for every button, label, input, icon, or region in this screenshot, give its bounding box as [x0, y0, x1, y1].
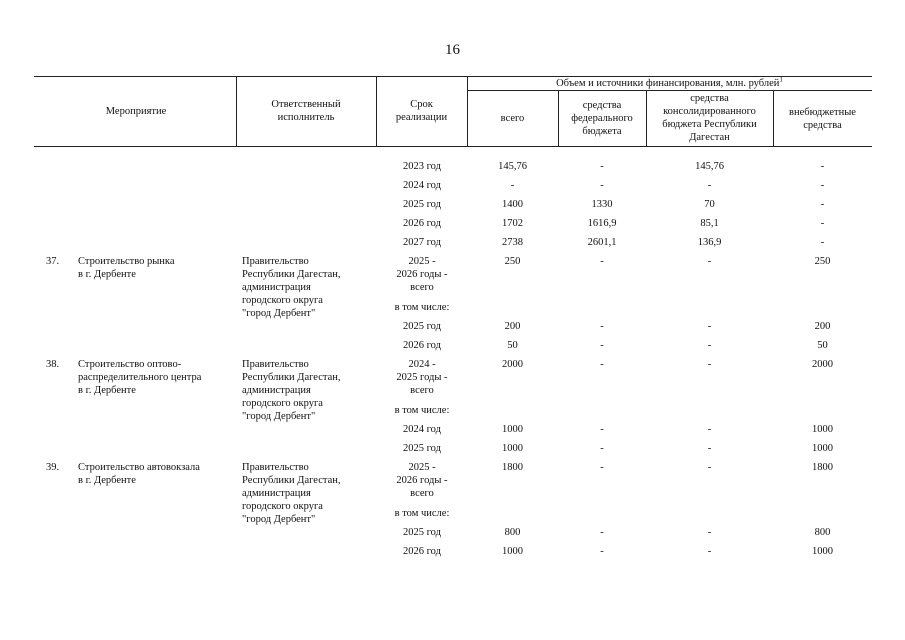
federal-budget-amount: 2601,1 [587, 237, 617, 248]
implementation-period: 2026 год [403, 546, 441, 557]
implementation-period: 2023 год [403, 161, 441, 172]
total-amount: 50 [507, 340, 518, 351]
consolidated-budget-amount: - [707, 256, 712, 267]
federal-budget-amount: - [600, 359, 604, 370]
total-amount: - [510, 180, 515, 191]
total-amount: 2738 [502, 237, 523, 248]
header-responsible: Ответственный исполнитель [271, 99, 341, 123]
extrabudget-amount: - [820, 218, 825, 229]
row-number: 37. [46, 256, 60, 267]
implementation-period: 2025 год [403, 527, 441, 538]
extrabudget-amount: 1000 [812, 546, 833, 557]
total-amount: 145,76 [498, 161, 527, 172]
federal-budget-amount: - [600, 443, 604, 454]
consolidated-budget-amount: - [707, 527, 712, 538]
extrabudget-amount: 1800 [812, 462, 833, 473]
total-amount: 1400 [502, 199, 523, 210]
total-amount: 800 [504, 527, 521, 538]
extrabudget-amount: - [820, 180, 825, 191]
consolidated-budget-amount: - [707, 546, 712, 557]
consolidated-budget-amount: - [707, 462, 712, 473]
federal-budget-amount: 1616,9 [587, 218, 617, 229]
federal-budget-amount: - [600, 180, 604, 191]
responsible-executor: Правительство Республики Дагестан, администрация городского округа "город Дербент" [242, 462, 341, 525]
implementation-period: 2024 год [403, 180, 441, 191]
implementation-period: 2024 год [403, 424, 441, 435]
total-amount: 1702 [502, 218, 523, 229]
implementation-period: в том числе: [394, 508, 450, 519]
financing-header-divider [467, 90, 872, 91]
page-number: 16 [445, 42, 460, 58]
consolidated-budget-amount: - [707, 321, 712, 332]
federal-budget-amount: - [600, 321, 604, 332]
federal-budget-amount: - [600, 546, 604, 557]
total-amount: 1000 [502, 443, 523, 454]
header-total: всего [500, 113, 525, 124]
extrabudget-amount: - [820, 161, 825, 172]
implementation-period: 2025 год [403, 443, 441, 454]
extrabudget-amount: 1000 [812, 424, 833, 435]
extrabudget-amount: - [820, 199, 825, 210]
total-amount: 250 [504, 256, 521, 267]
consolidated-budget-amount: 85,1 [700, 218, 719, 229]
total-amount: 1000 [502, 546, 523, 557]
consolidated-budget-amount: - [707, 180, 712, 191]
consolidated-budget-amount: - [707, 359, 712, 370]
extrabudget-amount: 200 [814, 321, 831, 332]
consolidated-budget-amount: - [707, 424, 712, 435]
header-consolidated: средства консолидированного бюджета Республики Дагестан [662, 93, 757, 143]
implementation-period: 2027 год [403, 237, 441, 248]
event-name: Строительство оптово- распределительного центра в г. Дербенте [78, 359, 202, 396]
responsible-executor: Правительство Республики Дагестан, администрация городского округа "город Дербент" [242, 359, 341, 422]
extrabudget-amount: 800 [814, 527, 831, 538]
row-number: 38. [46, 359, 60, 370]
header-event: Мероприятие [105, 106, 167, 117]
implementation-period: 2025 - 2026 годы - всего [396, 256, 448, 293]
implementation-period: в том числе: [394, 302, 450, 313]
implementation-period: в том числе: [394, 405, 450, 416]
total-amount: 200 [504, 321, 521, 332]
event-name: Строительство автовокзала в г. Дербенте [78, 462, 200, 486]
extrabudget-amount: 2000 [812, 359, 833, 370]
footnote-marker: 1 [779, 75, 783, 84]
consolidated-budget-amount: 70 [704, 199, 715, 210]
extrabudget-amount: 1000 [812, 443, 833, 454]
header-federal: средства федерального бюджета [571, 100, 633, 137]
consolidated-budget-amount: - [707, 443, 712, 454]
consolidated-budget-amount: 145,76 [695, 161, 724, 172]
total-amount: 2000 [502, 359, 523, 370]
federal-budget-amount: 1330 [591, 199, 613, 210]
total-amount: 1800 [502, 462, 523, 473]
implementation-period: 2026 год [403, 340, 441, 351]
header-extrabudget: внебюджетные средства [789, 107, 856, 131]
federal-budget-amount: - [600, 161, 604, 172]
extrabudget-amount: 50 [817, 340, 828, 351]
table-header-bottom-border [34, 146, 872, 147]
header-period: Срок реализации [395, 99, 448, 123]
federal-budget-amount: - [600, 462, 604, 473]
header-financing-title: Объем и источники финансирования, млн. рублей$^1$ [556, 75, 783, 89]
consolidated-budget-amount: 136,9 [697, 237, 722, 248]
federal-budget-amount: - [600, 527, 604, 538]
implementation-period: 2025 - 2026 годы - всего [396, 462, 448, 499]
extrabudget-amount: 250 [814, 256, 831, 267]
implementation-period: 2025 год [403, 321, 441, 332]
row-number: 39. [46, 462, 60, 473]
implementation-period: 2024 - 2025 годы - всего [396, 359, 448, 396]
extrabudget-amount: - [820, 237, 825, 248]
implementation-period: 2025 год [403, 199, 441, 210]
event-name: Строительство рынка в г. Дербенте [78, 256, 175, 280]
implementation-period: 2026 год [403, 218, 441, 229]
federal-budget-amount: - [600, 424, 604, 435]
federal-budget-amount: - [600, 256, 604, 267]
responsible-executor: Правительство Республики Дагестан, администрация городского округа "город Дербент" [242, 256, 341, 319]
federal-budget-amount: - [600, 340, 604, 351]
consolidated-budget-amount: - [707, 340, 712, 351]
total-amount: 1000 [502, 424, 523, 435]
